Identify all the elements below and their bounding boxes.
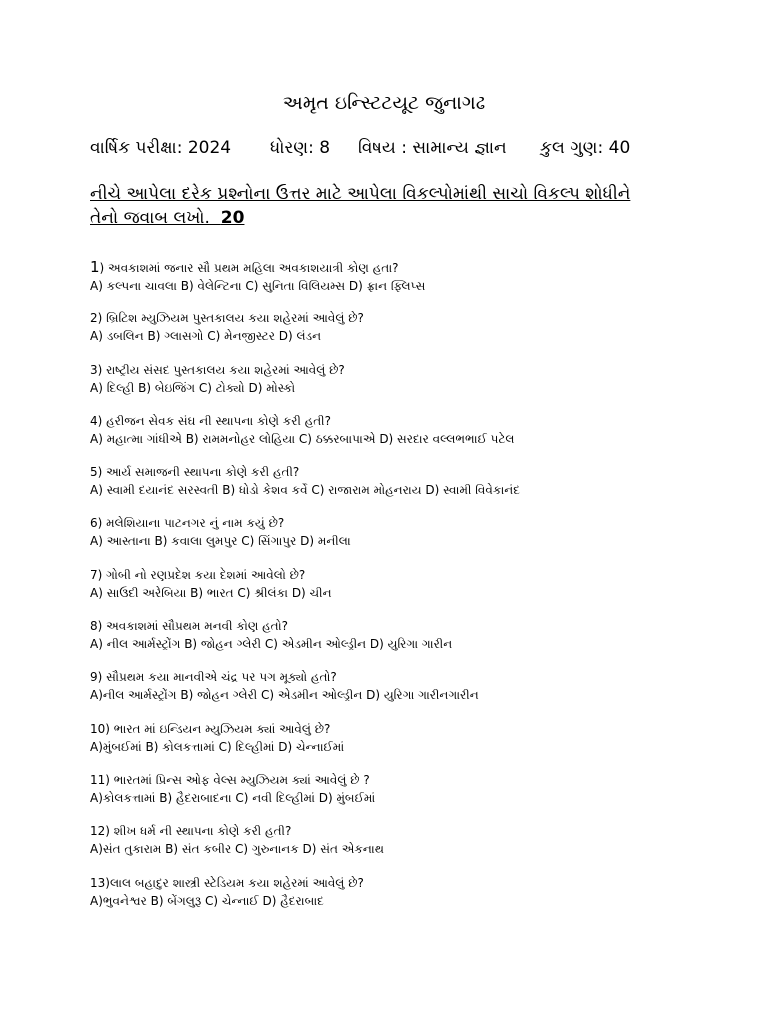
question-options: A) દિલ્હી B) બેઇજિંગ C) ટોક્યો D) મોસ્કો <box>90 380 296 395</box>
question-text <box>90 412 710 430</box>
question-number: 5 <box>90 465 98 480</box>
question-text <box>90 566 710 584</box>
question-item <box>90 514 710 565</box>
question-body: ) ભારતમાં પ્રિન્સ ઓફ વેલ્સ મ્યુઝિયમ ક્યાં આવેલું છે ? <box>105 772 370 787</box>
question-body: ) અવકાશમાં સૌપ્રથમ મનવી કોણ હતો? <box>97 619 288 634</box>
exam-name: વાર્ષિક પરીક્ષા: 2024 <box>90 138 232 158</box>
question-options: A) સાઉદી અરેબિયા B) ભારત C) શ્રીલંકા D) ચીન <box>90 585 332 600</box>
question-body: ) મલેશિયાના પાટનગર નું નામ કયું છે? <box>97 516 285 531</box>
instruction-text: નીચે આપેલા દરેક પ્રશ્નોના ઉત્તર માટે આપેલા વિકલ્પોમાંથી સાચો વિકલ્પ શોધીને તેનો જવાબ લખો. <box>90 184 631 228</box>
question-options: A) ડબલિન B) ગ્લાસગો C) મેનજીસ્ટર D) લંડન <box>90 329 322 344</box>
question-item <box>90 412 710 463</box>
question-number: 10 <box>90 721 106 736</box>
question-body: ) આર્ય સમાજની સ્થાપના કોણે કરી હતી? <box>97 465 300 480</box>
question-body: ) બ્રિટિશ મ્યુઝિયમ પુસ્તકાલય કયા શહેરમાં આવેલું છે? <box>97 311 364 326</box>
question-item <box>90 771 710 822</box>
question-options: A) મહાત્મા ગાંધીએ B) રામમનોહર લોહિયા C) ઠક્કરબાપાએ D) સરદાર વલ્લભભાઈ પટેલ <box>90 431 515 446</box>
question-options: A) સ્વામી દયાનંદ સરસ્વતી B) ધોડો કેશવ કર્વે C) રાજારામ મોહનરાય D) સ્વામી વિવેકાનંદ <box>90 483 520 498</box>
question-text <box>90 463 710 481</box>
question-number: 11 <box>90 772 106 787</box>
question-body: ) સૌપ્રથમ કયા માનવીએ ચંદ્ર પર પગ મૂક્યો હતો? <box>97 670 337 685</box>
question-options: A)ભુવનેશ્વર B) બેંગલુરૂ C) ચેન્નાઈ D) હૈદરાબાદ <box>90 893 324 908</box>
question-text <box>90 668 710 686</box>
question-item <box>90 874 710 925</box>
question-body: ) હરીજન સેવક સંઘ ની સ્થાપના કોણે કરી હતી? <box>97 413 331 428</box>
question-number: 9 <box>90 670 98 685</box>
question-text <box>90 514 710 532</box>
question-number: 8 <box>90 619 98 634</box>
question-options: A)સંત તુકારામ B) સંત કબીર C) ગુરુનાનક D) સંત એકનાથ <box>90 842 384 857</box>
instruction-marks: 20 <box>220 208 245 228</box>
question-number: 6 <box>90 516 98 531</box>
question-number: 13 <box>90 875 106 890</box>
question-item <box>90 463 710 514</box>
question-item <box>90 668 710 719</box>
question-item <box>90 822 710 873</box>
question-item <box>90 258 710 309</box>
question-item <box>90 361 710 412</box>
question-text <box>90 361 710 379</box>
question-body: ) ગોબી નો રણપ્રદેશ કયા દેશમાં આવેલો છે? <box>97 567 306 582</box>
question-body: ) અવકાશમાં જનાર સૌ પ્રથમ મહિલા અવકાશયાત્રી કોણ હતા? <box>99 261 399 275</box>
question-options: A) નીલ આર્મસ્ટ્રોંગ B) જોહન ગ્લેરી C) એડમીન ઓલ્ડ્રીન D) યુરિગા ગારીન <box>90 637 453 652</box>
question-body: )લાલ બહાદુર શાસ્ત્રી સ્ટેડિયમ કયા શહેરમાં આવેલું છે? <box>105 875 364 890</box>
question-options: A)કોલકત્તામાં B) હૈદરાબાદના C) નવી દિલ્હીમાં D) મુંબઈમાં <box>90 790 376 805</box>
institute-title: અમૃત ઇન્સ્ટિટયૂટ જુનાગઢ <box>282 92 486 114</box>
question-body: ) રાષ્ટ્રીય સંસદ પુસ્તકાલય કયા શહેરમાં આવેલું છે? <box>97 362 345 377</box>
question-number: 1 <box>90 258 100 276</box>
question-text <box>90 720 710 738</box>
question-number: 2 <box>90 311 98 326</box>
question-options: A)નીલ આર્મસ્ટ્રોંગ B) જોહન ગ્લેરી C) એડમીન ઓલ્ડ્રીન D) યુરિગા ગારીનગારીન <box>90 688 479 703</box>
question-text <box>90 874 710 892</box>
question-list <box>90 258 710 925</box>
total-marks-label: કુલ ગુણ: 40 <box>540 138 631 158</box>
question-options: A) આસ્તાના B) કવાલા લુમપુર C) સિંગાપુર D) મનીલા <box>90 534 351 549</box>
question-text <box>90 822 710 840</box>
question-text <box>90 617 710 635</box>
standard-label: ધોરણ: 8 <box>270 138 331 158</box>
subject-label: વિષય : સામાન્ય જ્ઞાન <box>358 138 507 158</box>
question-text <box>90 771 710 789</box>
question-options: A) કલ્પના ચાવલા B) વેલેન્ટિના C) સુનિતા વિલિયમ્સ D) ફ્રાન ફ્લિપ્સ <box>90 279 426 293</box>
question-number: 7 <box>90 567 98 582</box>
question-number: 3 <box>90 362 98 377</box>
question-text <box>90 258 710 277</box>
question-options: A)મુંબઈમાં B) કોલકત્તામાં C) દિલ્હીમાં D) ચેન્નાઈમાં <box>90 739 345 754</box>
instruction <box>90 182 660 230</box>
question-number: 4 <box>90 413 98 428</box>
question-body: ) શીખ ધર્મ ની સ્થાપના કોણે કરી હતી? <box>105 824 292 839</box>
question-item <box>90 720 710 771</box>
question-item <box>90 566 710 617</box>
question-item <box>90 309 710 360</box>
question-body: ) ભારત માં ઇન્ડિયન મ્યુઝિયમ ક્યાં આવેલું છે? <box>105 721 331 736</box>
question-text <box>90 309 710 327</box>
question-item <box>90 617 710 668</box>
question-number: 12 <box>90 824 106 839</box>
